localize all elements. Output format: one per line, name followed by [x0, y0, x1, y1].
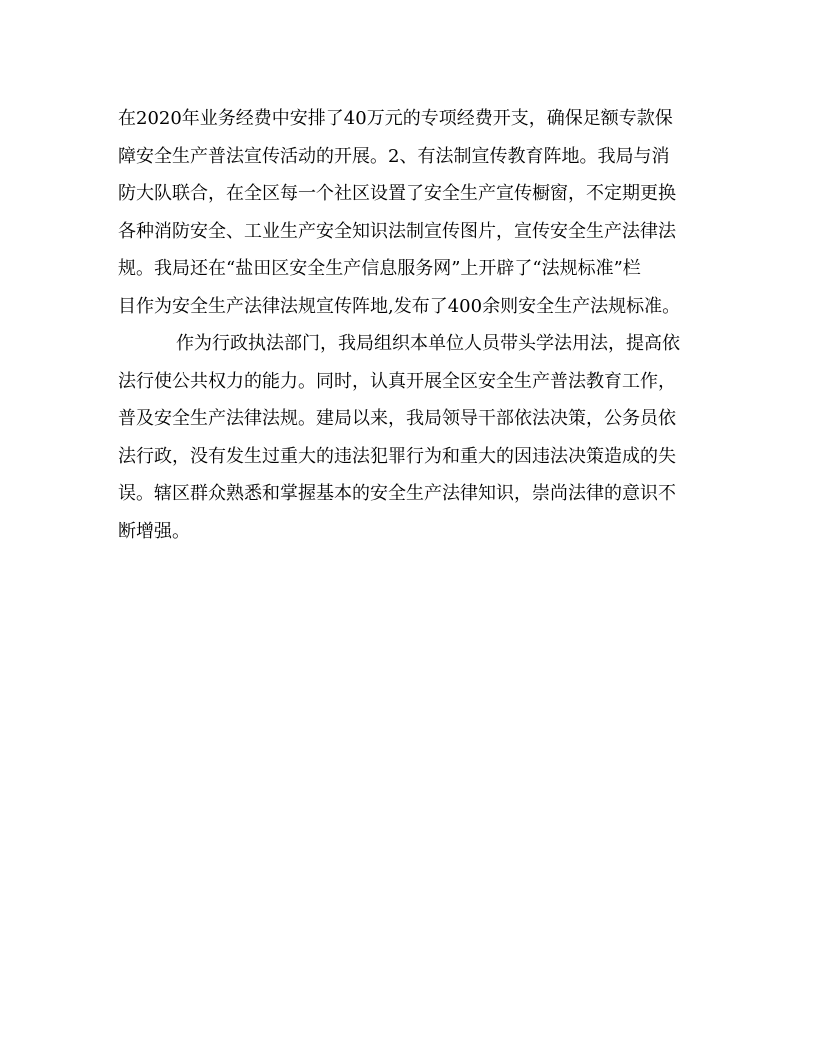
- text-line: 断增强。: [118, 520, 190, 542]
- text-line: 防大队联合，在全区每一个社区设置了安全生产宣传橱窗，不定期更换: [118, 183, 676, 204]
- paragraph-1: [118, 100, 698, 325]
- text-line: 规。我局还在“盐田区安全生产信息服务网”上开辟了“法规标准”栏: [118, 258, 641, 279]
- text-line: 障安全生产普法宣传活动的开展。2、有法制宣传教育阵地。我局与消: [118, 145, 670, 167]
- text-line: 在2020年业务经费中安排了40万元的专项经费开支，确保足额专款保: [118, 108, 673, 129]
- text-line: 目作为安全生产法律法规宣传阵地,发布了400余则安全生产法规标准。: [118, 295, 681, 317]
- text-line: 法行政，没有发生过重大的违法犯罪行为和重大的因违法决策造成的失: [118, 445, 676, 467]
- paragraph-2: [118, 325, 698, 550]
- text-line: 误。辖区群众熟悉和掌握基本的安全生产法律知识，崇尚法律的意识不: [118, 483, 676, 504]
- text-line: 作为行政执法部门，我局组织本单位人员带头学法用法，提高依: [176, 333, 680, 354]
- text-line: 法行使公共权力的能力。同时，认真开展全区安全生产普法教育工作，: [118, 370, 676, 392]
- document-body: [118, 100, 698, 550]
- text-line: 各种消防安全、工业生产安全知识法制宣传图片，宣传安全生产法律法: [118, 220, 676, 242]
- text-line: 普及安全生产法律法规。建局以来，我局领导干部依法决策，公务员依: [118, 408, 676, 429]
